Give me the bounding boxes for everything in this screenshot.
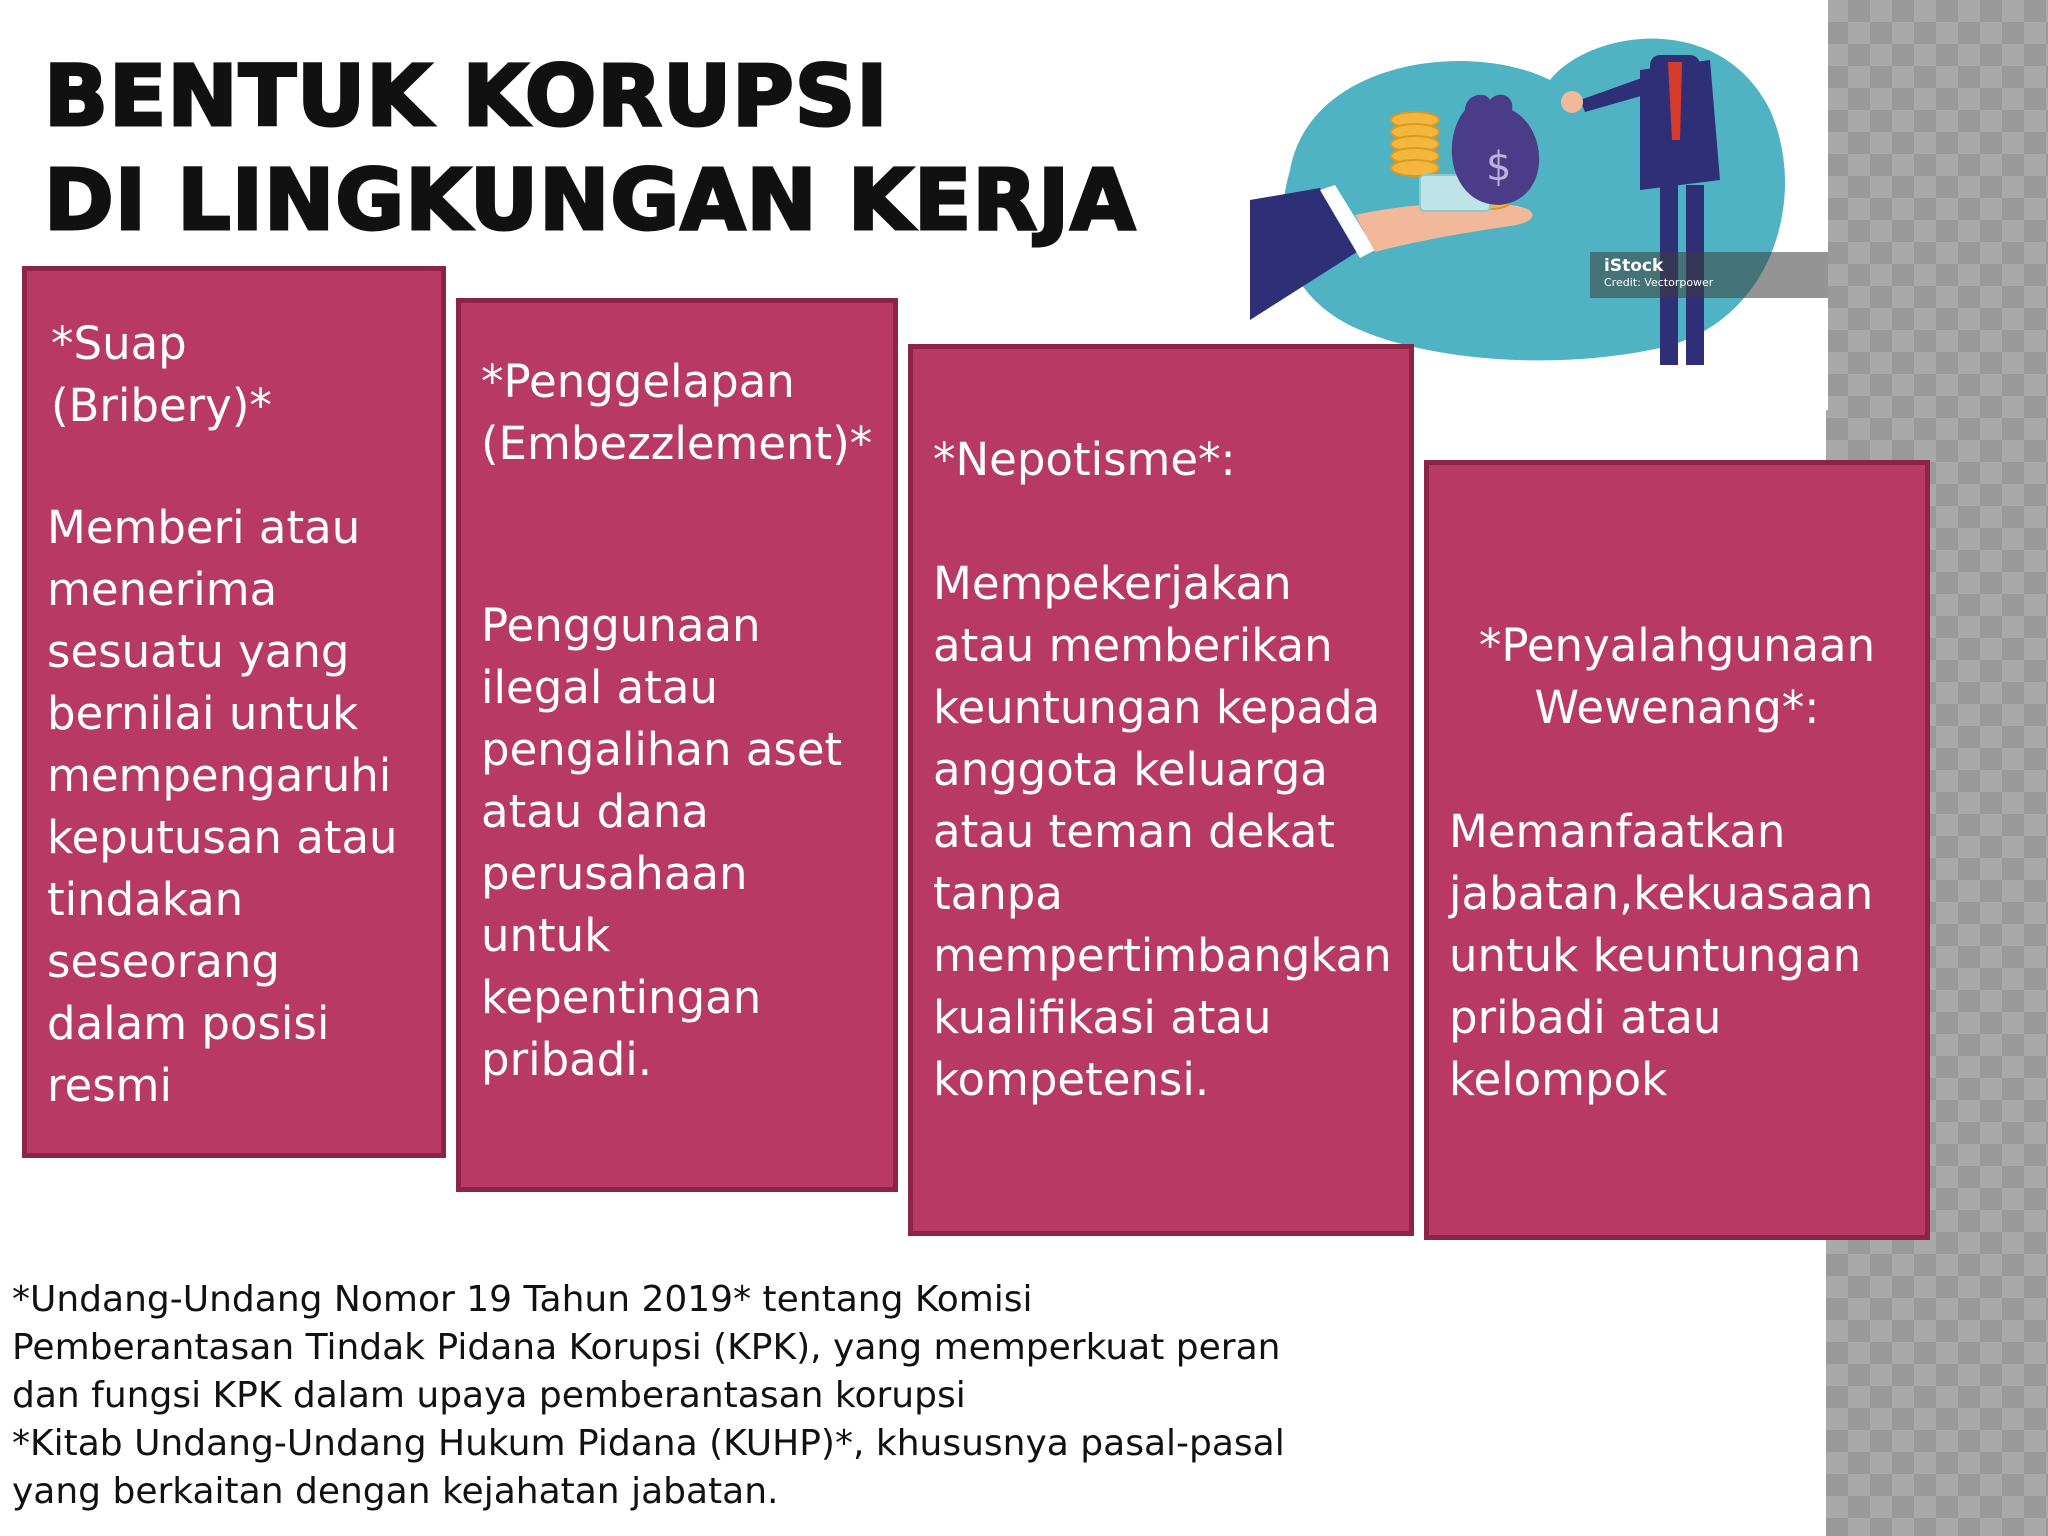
card-body: Memanfaatkan jabatan,kekuasaan untuk keuntungan pribadi atau kelompok bbox=[1449, 805, 1874, 1106]
page-title-line-2: DI LINGKUNGAN KERJA bbox=[44, 151, 1137, 249]
card-heading: *Penggelapan (Embezzlement)* bbox=[481, 355, 873, 470]
reference-uu-19-2019: *Undang-Undang Nomor 19 Tahun 2019* tentang Komisi Pemberantasan Tindak Pidana Korupsi (KPK), yang memperkuat peran dan fungsi KPK dalam upaya pemberantasan korupsi bbox=[12, 1279, 1281, 1416]
stock-watermark bbox=[1604, 256, 1713, 290]
card-penggelapan bbox=[456, 298, 898, 1192]
stock-brand: iStock bbox=[1604, 256, 1664, 276]
legal-references bbox=[12, 1276, 1302, 1516]
raised-hand-shape bbox=[1561, 91, 1583, 113]
card-suap bbox=[22, 266, 446, 1158]
card-heading: *Nepotisme*: bbox=[933, 433, 1236, 486]
card-heading: *Penyalahgunaan Wewenang*: bbox=[1478, 619, 1876, 734]
card-body: Mempekerjakan atau memberikan keuntungan kepada anggota keluarga atau teman dekat tanpa mempertimbangkan kualifikasi atau kompetensi. bbox=[933, 557, 1392, 1106]
dollar-sign-icon: $ bbox=[1486, 144, 1512, 190]
page-title-line-1: BENTUK KORUPSI bbox=[44, 47, 889, 145]
card-heading: *Suap (Bribery)* bbox=[51, 317, 272, 432]
card-body: Penggunaan ilegal atau pengalihan aset atau dana perusahaan untuk kepentingan pribadi. bbox=[481, 599, 843, 1086]
card-body: Memberi atau menerima sesuatu yang bernilai untuk mempengaruhi keputusan atau tindakan seseorang dalam posisi resmi bbox=[47, 501, 398, 1112]
reference-kuhp: *Kitab Undang-Undang Hukum Pidana (KUHP)*, khususnya pasal-pasal yang berkaitan dengan kejahatan jabatan. bbox=[12, 1423, 1285, 1512]
page-title bbox=[44, 44, 1136, 252]
card-nepotisme bbox=[908, 344, 1414, 1236]
card-penyalahgunaan-wewenang bbox=[1424, 460, 1930, 1240]
stock-credit: Credit: Vectorpower bbox=[1604, 276, 1714, 289]
